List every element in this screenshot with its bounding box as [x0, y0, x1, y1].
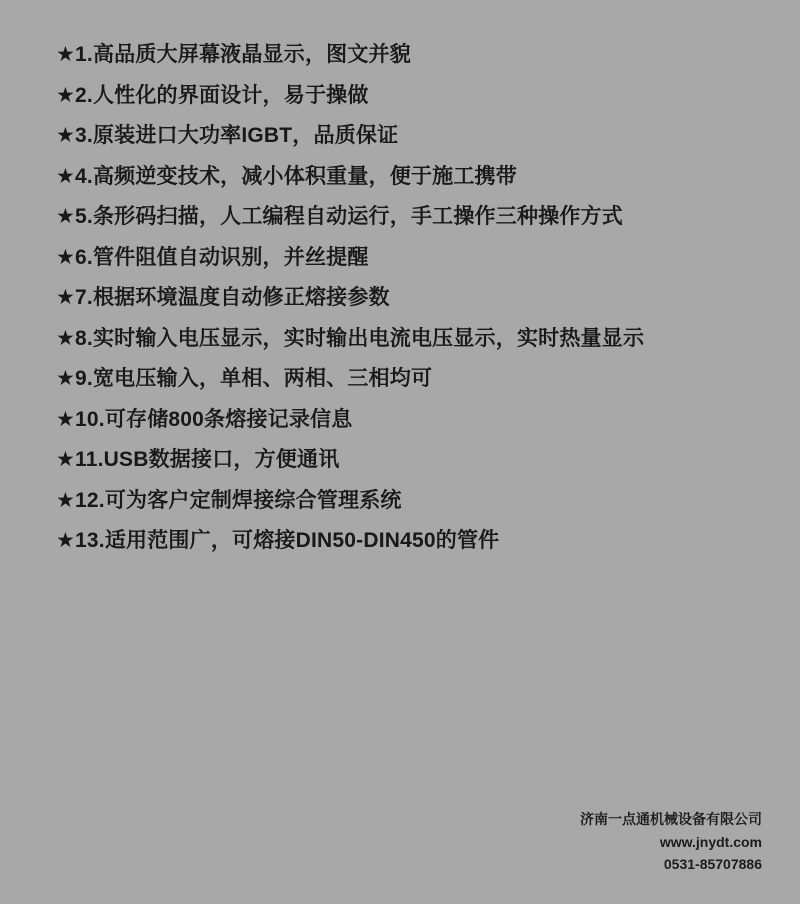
footer-contact-block: [580, 808, 762, 876]
list-item: ★2.人性化的界面设计，易于操做: [56, 83, 369, 107]
list-item: ★4.高频逆变技术，减小体积重量，便于施工携带: [56, 164, 517, 188]
company-phone: 0531-85707886: [663, 856, 762, 873]
list-item: ★13.适用范围广，可熔接DIN50-DIN450的管件: [56, 529, 500, 552]
list-item: ★12.可为客户定制焊接综合管理系统: [56, 488, 402, 512]
list-item: ★7.根据环境温度自动修正熔接参数: [56, 286, 390, 309]
list-item: ★6.管件阻值自动识别，并丝提醒: [56, 245, 369, 269]
company-website: www.jnydt.com: [659, 833, 762, 850]
list-item: ★10.可存储800条熔接记录信息: [56, 407, 353, 431]
list-item: ★8.实时输入电压显示，实时输出电流电压显示，实时热量显示: [56, 326, 645, 350]
feature-list: [56, 44, 770, 571]
list-item: ★1.高品质大屏幕液晶显示，图文并貌: [56, 43, 411, 66]
list-item: ★9.宽电压输入，单相、两相、三相均可: [56, 367, 433, 390]
list-item: ★11.USB数据接口，方便通讯: [56, 448, 340, 471]
list-item: ★5.条形码扫描，人工编程自动运行，手工操作三种操作方式: [56, 205, 623, 228]
list-item: ★3.原装进口大功率IGBT，品质保证: [56, 124, 399, 147]
company-name: 济南一点通机械设备有限公司: [580, 810, 762, 827]
